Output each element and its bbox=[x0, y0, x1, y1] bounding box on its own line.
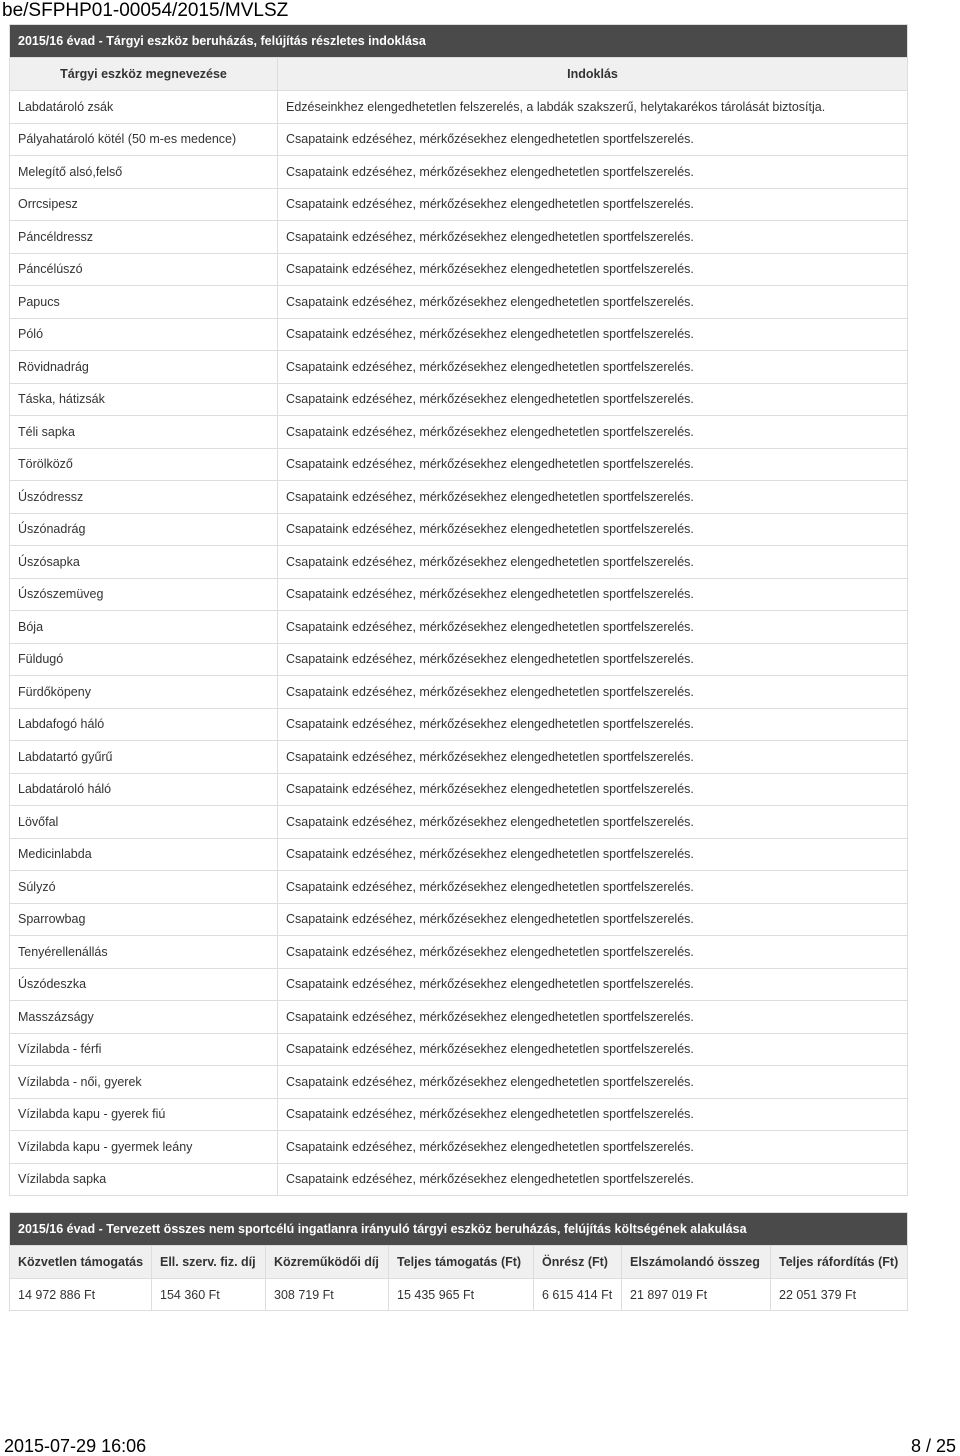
table-row bbox=[10, 351, 908, 384]
table-row bbox=[10, 156, 908, 189]
asset-name-cell: Masszázságy bbox=[10, 1001, 278, 1034]
justification-table-section bbox=[9, 24, 907, 1196]
justification-cell: Csapataink edzéséhez, mérkőzésekhez elengedhetetlen sportfelszerelés. bbox=[278, 1163, 908, 1196]
justification-cell: Csapataink edzéséhez, mérkőzésekhez elengedhetetlen sportfelszerelés. bbox=[278, 578, 908, 611]
asset-name-cell: Labdatároló zsák bbox=[10, 91, 278, 124]
justification-table bbox=[9, 24, 908, 1196]
document-id: be/SFPHP01-00054/2015/MVLSZ bbox=[2, 0, 289, 21]
asset-name-cell: Labdatartó gyűrű bbox=[10, 741, 278, 774]
justification-cell: Csapataink edzéséhez, mérkőzésekhez elengedhetetlen sportfelszerelés. bbox=[278, 838, 908, 871]
table-row bbox=[10, 1033, 908, 1066]
table-row bbox=[10, 936, 908, 969]
table-row bbox=[10, 188, 908, 221]
justification-cell: Csapataink edzéséhez, mérkőzésekhez elengedhetetlen sportfelszerelés. bbox=[278, 513, 908, 546]
asset-name-cell: Vízilabda kapu - gyermek leány bbox=[10, 1131, 278, 1164]
justification-cell: Csapataink edzéséhez, mérkőzésekhez elengedhetetlen sportfelszerelés. bbox=[278, 416, 908, 449]
table-row bbox=[10, 123, 908, 156]
justification-cell: Edzéseinkhez elengedhetetlen felszerelés, a labdák szakszerű, helytakarékos tárolását biztosítja. bbox=[278, 91, 908, 124]
cost-table bbox=[9, 1212, 908, 1311]
justification-cell: Csapataink edzéséhez, mérkőzésekhez elengedhetetlen sportfelszerelés. bbox=[278, 1001, 908, 1034]
table-row bbox=[10, 416, 908, 449]
table-row bbox=[10, 903, 908, 936]
column-header-justification: Indoklás bbox=[278, 58, 908, 91]
justification-cell: Csapataink edzéséhez, mérkőzésekhez elengedhetetlen sportfelszerelés. bbox=[278, 156, 908, 189]
justification-cell: Csapataink edzéséhez, mérkőzésekhez elengedhetetlen sportfelszerelés. bbox=[278, 676, 908, 709]
asset-name-cell: Rövidnadrág bbox=[10, 351, 278, 384]
justification-cell: Csapataink edzéséhez, mérkőzésekhez elengedhetetlen sportfelszerelés. bbox=[278, 773, 908, 806]
table-row bbox=[10, 253, 908, 286]
table-row bbox=[10, 968, 908, 1001]
asset-name-cell: Úszódeszka bbox=[10, 968, 278, 1001]
justification-cell: Csapataink edzéséhez, mérkőzésekhez elengedhetetlen sportfelszerelés. bbox=[278, 1033, 908, 1066]
cost-column-header: Közreműködői díj bbox=[266, 1246, 389, 1279]
justification-cell: Csapataink edzéséhez, mérkőzésekhez elengedhetetlen sportfelszerelés. bbox=[278, 123, 908, 156]
cost-value-cell: 14 972 886 Ft bbox=[10, 1279, 152, 1311]
cost-column-header: Teljes támogatás (Ft) bbox=[389, 1246, 534, 1279]
asset-name-cell: Labdafogó háló bbox=[10, 708, 278, 741]
table-row bbox=[10, 611, 908, 644]
asset-name-cell: Fürdőköpeny bbox=[10, 676, 278, 709]
asset-name-cell: Úszódressz bbox=[10, 481, 278, 514]
table-row bbox=[10, 513, 908, 546]
table-row bbox=[10, 91, 908, 124]
justification-cell: Csapataink edzéséhez, mérkőzésekhez elengedhetetlen sportfelszerelés. bbox=[278, 481, 908, 514]
table-row bbox=[10, 773, 908, 806]
table-row bbox=[10, 1279, 908, 1311]
table-row bbox=[10, 383, 908, 416]
justification-cell: Csapataink edzéséhez, mérkőzésekhez elengedhetetlen sportfelszerelés. bbox=[278, 741, 908, 774]
asset-name-cell: Medicinlabda bbox=[10, 838, 278, 871]
cost-column-header: Ell. szerv. fiz. díj bbox=[152, 1246, 266, 1279]
table-row bbox=[10, 481, 908, 514]
asset-name-cell: Melegítő alsó,felső bbox=[10, 156, 278, 189]
table-row bbox=[10, 871, 908, 904]
cost-column-header: Elszámolandó összeg bbox=[622, 1246, 771, 1279]
cost-value-cell: 15 435 965 Ft bbox=[389, 1279, 534, 1311]
cost-column-header: Teljes ráfordítás (Ft) bbox=[771, 1246, 908, 1279]
asset-name-cell: Vízilabda - férfi bbox=[10, 1033, 278, 1066]
justification-cell: Csapataink edzéséhez, mérkőzésekhez elengedhetetlen sportfelszerelés. bbox=[278, 221, 908, 254]
footer-page-number: 8 / 25 bbox=[910, 1436, 956, 1456]
table-row bbox=[10, 546, 908, 579]
justification-cell: Csapataink edzéséhez, mérkőzésekhez elengedhetetlen sportfelszerelés. bbox=[278, 383, 908, 416]
table-row bbox=[10, 318, 908, 351]
justification-cell: Csapataink edzéséhez, mérkőzésekhez elengedhetetlen sportfelszerelés. bbox=[278, 351, 908, 384]
cost-column-header: Közvetlen támogatás bbox=[10, 1246, 152, 1279]
table-row bbox=[10, 1163, 908, 1196]
table-row bbox=[10, 708, 908, 741]
justification-cell: Csapataink edzéséhez, mérkőzésekhez elengedhetetlen sportfelszerelés. bbox=[278, 936, 908, 969]
justification-cell: Csapataink edzéséhez, mérkőzésekhez elengedhetetlen sportfelszerelés. bbox=[278, 1098, 908, 1131]
justification-cell: Csapataink edzéséhez, mérkőzésekhez elengedhetetlen sportfelszerelés. bbox=[278, 643, 908, 676]
cost-table-section bbox=[9, 1212, 907, 1311]
table-row bbox=[10, 578, 908, 611]
asset-name-cell: Pályahatároló kötél (50 m-es medence) bbox=[10, 123, 278, 156]
asset-name-cell: Lövőfal bbox=[10, 806, 278, 839]
asset-name-cell: Vízilabda sapka bbox=[10, 1163, 278, 1196]
asset-name-cell: Füldugó bbox=[10, 643, 278, 676]
asset-name-cell: Vízilabda kapu - gyerek fiú bbox=[10, 1098, 278, 1131]
asset-name-cell: Páncélúszó bbox=[10, 253, 278, 286]
table-row bbox=[10, 286, 908, 319]
asset-name-cell: Úszónadrág bbox=[10, 513, 278, 546]
table-row bbox=[10, 838, 908, 871]
justification-cell: Csapataink edzéséhez, mérkőzésekhez elengedhetetlen sportfelszerelés. bbox=[278, 903, 908, 936]
table-row bbox=[10, 448, 908, 481]
asset-name-cell: Táska, hátizsák bbox=[10, 383, 278, 416]
justification-cell: Csapataink edzéséhez, mérkőzésekhez elengedhetetlen sportfelszerelés. bbox=[278, 546, 908, 579]
justification-cell: Csapataink edzéséhez, mérkőzésekhez elengedhetetlen sportfelszerelés. bbox=[278, 611, 908, 644]
justification-cell: Csapataink edzéséhez, mérkőzésekhez elengedhetetlen sportfelszerelés. bbox=[278, 968, 908, 1001]
justification-cell: Csapataink edzéséhez, mérkőzésekhez elengedhetetlen sportfelszerelés. bbox=[278, 806, 908, 839]
asset-name-cell: Téli sapka bbox=[10, 416, 278, 449]
footer-timestamp: 2015-07-29 16:06 bbox=[4, 1436, 147, 1456]
asset-name-cell: Labdatároló háló bbox=[10, 773, 278, 806]
table-row bbox=[10, 221, 908, 254]
table-row bbox=[10, 1098, 908, 1131]
justification-table-title: 2015/16 évad - Tárgyi eszköz beruházás, felújítás részletes indoklása bbox=[10, 25, 908, 58]
cost-column-header: Önrész (Ft) bbox=[534, 1246, 622, 1279]
table-row bbox=[10, 1066, 908, 1099]
cost-value-cell: 308 719 Ft bbox=[266, 1279, 389, 1311]
asset-name-cell: Póló bbox=[10, 318, 278, 351]
asset-name-cell: Tenyérellenállás bbox=[10, 936, 278, 969]
justification-cell: Csapataink edzéséhez, mérkőzésekhez elengedhetetlen sportfelszerelés. bbox=[278, 1131, 908, 1164]
justification-cell: Csapataink edzéséhez, mérkőzésekhez elengedhetetlen sportfelszerelés. bbox=[278, 286, 908, 319]
cost-table-title: 2015/16 évad - Tervezett összes nem sportcélú ingatlanra irányuló tárgyi eszköz beruházás, felújítás költségének alakulása bbox=[10, 1213, 908, 1246]
table-row bbox=[10, 1001, 908, 1034]
justification-cell: Csapataink edzéséhez, mérkőzésekhez elengedhetetlen sportfelszerelés. bbox=[278, 708, 908, 741]
asset-name-cell: Sparrowbag bbox=[10, 903, 278, 936]
cost-value-cell: 22 051 379 Ft bbox=[771, 1279, 908, 1311]
table-row bbox=[10, 741, 908, 774]
justification-cell: Csapataink edzéséhez, mérkőzésekhez elengedhetetlen sportfelszerelés. bbox=[278, 188, 908, 221]
cost-value-cell: 154 360 Ft bbox=[152, 1279, 266, 1311]
justification-cell: Csapataink edzéséhez, mérkőzésekhez elengedhetetlen sportfelszerelés. bbox=[278, 318, 908, 351]
table-row bbox=[10, 1131, 908, 1164]
asset-name-cell: Bója bbox=[10, 611, 278, 644]
asset-name-cell: Úszószemüveg bbox=[10, 578, 278, 611]
justification-cell: Csapataink edzéséhez, mérkőzésekhez elengedhetetlen sportfelszerelés. bbox=[278, 871, 908, 904]
asset-name-cell: Orrcsipesz bbox=[10, 188, 278, 221]
table-row bbox=[10, 806, 908, 839]
cost-value-cell: 21 897 019 Ft bbox=[622, 1279, 771, 1311]
asset-name-cell: Papucs bbox=[10, 286, 278, 319]
table-row bbox=[10, 643, 908, 676]
cost-value-cell: 6 615 414 Ft bbox=[534, 1279, 622, 1311]
asset-name-cell: Páncéldressz bbox=[10, 221, 278, 254]
asset-name-cell: Vízilabda - női, gyerek bbox=[10, 1066, 278, 1099]
justification-cell: Csapataink edzéséhez, mérkőzésekhez elengedhetetlen sportfelszerelés. bbox=[278, 448, 908, 481]
justification-cell: Csapataink edzéséhez, mérkőzésekhez elengedhetetlen sportfelszerelés. bbox=[278, 253, 908, 286]
justification-cell: Csapataink edzéséhez, mérkőzésekhez elengedhetetlen sportfelszerelés. bbox=[278, 1066, 908, 1099]
asset-name-cell: Súlyzó bbox=[10, 871, 278, 904]
justification-table-body bbox=[10, 91, 908, 1196]
cost-table-body bbox=[10, 1279, 908, 1311]
table-row bbox=[10, 676, 908, 709]
asset-name-cell: Törölköző bbox=[10, 448, 278, 481]
asset-name-cell: Úszósapka bbox=[10, 546, 278, 579]
column-header-asset-name: Tárgyi eszköz megnevezése bbox=[10, 58, 278, 91]
